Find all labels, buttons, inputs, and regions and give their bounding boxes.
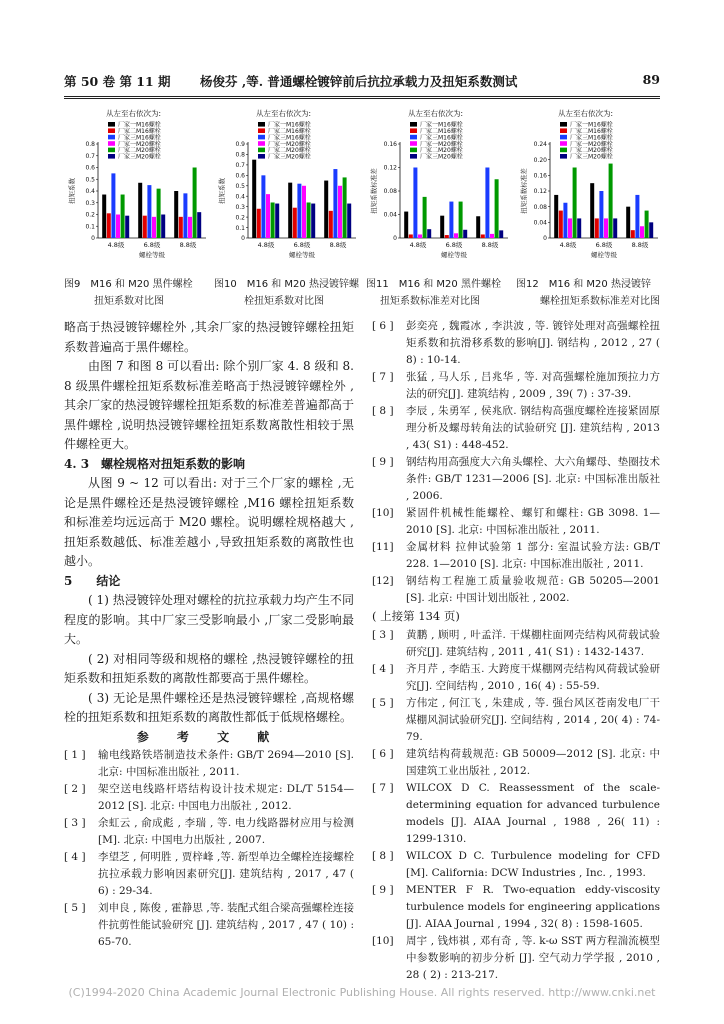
references-heading: 参 考 文 献: [136, 729, 282, 744]
legend-swatch: [410, 122, 417, 127]
bar: [121, 195, 125, 238]
reference-text: 金属材料 拉伸试验第 1 部分: 室温试验方法: GB/T 228. 1—2010 [S]. 北京: 中国标准出版社 , 2011.: [406, 541, 660, 570]
bar: [329, 211, 333, 238]
caption-fig10-line2: 栓扭矩系数对比图: [244, 296, 324, 307]
reference-item: [372, 627, 660, 661]
bar: [613, 218, 617, 238]
y-tick-label: 0.08: [383, 188, 397, 196]
y-tick-label: 0.20: [533, 156, 547, 164]
bar: [649, 222, 653, 238]
legend-swatch: [560, 122, 567, 127]
header-rule: [64, 96, 660, 97]
bar: [257, 209, 261, 238]
reference-list: [372, 318, 660, 607]
bar: [463, 230, 467, 238]
bar: [485, 168, 489, 239]
legend-label: 厂家三M16螺栓: [420, 134, 463, 142]
legend-swatch: [410, 141, 417, 146]
legend-label: 厂家二M16螺栓: [268, 128, 311, 135]
legend-label: 厂家二M20螺栓: [570, 147, 613, 155]
reference-number: [ 8 ]: [372, 849, 394, 862]
y-tick-label: 0.1: [235, 224, 245, 232]
legend-label: 厂家一M16螺栓: [420, 121, 463, 129]
y-tick-label: 0.04: [533, 219, 547, 227]
reference-text: 彭奕亮 , 魏霞冰 , 李洪波 , 等. 镀锌处理对高强螺栓扭矩系数和抗滑移系数的影响[J]. 钢结构 , 2012 , 27 ( 8) : 10-14.: [406, 320, 660, 366]
caption-fig10: [214, 276, 366, 310]
caption-fig12: [516, 276, 666, 310]
x-tick-label: 8.8级: [631, 241, 649, 249]
reference-item: [372, 505, 660, 539]
chart-11: [369, 108, 508, 259]
y-tick-label: 0.8: [235, 151, 245, 159]
bar: [307, 202, 311, 238]
paragraph: 略高于热浸镀锌螺栓外 ,其余厂家的热浸镀锌螺栓扭矩系数普遍高于黑件螺栓。: [64, 320, 354, 354]
bar: [427, 229, 431, 238]
bar: [423, 197, 427, 238]
bar: [595, 218, 599, 238]
bar: [604, 218, 608, 238]
y-tick-label: 0.08: [533, 203, 547, 211]
bar: [188, 217, 192, 238]
x-axis-label: 螺栓等级: [441, 251, 467, 259]
legend-label: 厂家三M16螺栓: [268, 134, 311, 142]
legend-swatch: [258, 128, 265, 133]
x-tick-label: 8.8级: [481, 241, 499, 249]
reference-item: [64, 815, 354, 849]
bar-charts: [64, 100, 664, 270]
reference-text: 架空送电线路杆塔结构设计技术规定: DL/T 5154—2012 [S]. 北京: 中国电力出版社 , 2012.: [98, 783, 354, 812]
legend-swatch: [410, 148, 417, 153]
bar: [481, 234, 485, 238]
bar: [495, 179, 499, 238]
bar: [490, 234, 494, 238]
y-tick-label: 0.9: [235, 141, 245, 149]
y-tick-label: 0.4: [85, 188, 95, 196]
right-column: [372, 318, 660, 984]
reference-item: [372, 780, 660, 848]
reference-item: [372, 933, 660, 984]
chart-9: [67, 108, 206, 259]
bar: [183, 193, 187, 238]
y-tick-label: 0.3: [235, 203, 245, 211]
y-axis-label: 扭矩系数: [218, 178, 226, 204]
reference-number: [12]: [372, 575, 394, 587]
x-tick-label: 8.8级: [329, 241, 347, 249]
bar: [645, 211, 649, 238]
x-tick-label: 6.8级: [445, 241, 463, 249]
reference-number: [ 7 ]: [372, 371, 394, 383]
y-tick-label: 0.6: [85, 164, 95, 172]
reference-number: [ 5 ]: [64, 902, 86, 914]
bar: [554, 195, 558, 238]
legend-swatch: [410, 128, 417, 133]
chart-12: [519, 108, 658, 259]
reference-text: 钢结构工程施工质量验收规范: GB 50205—2001 [S]. 北京: 中国计划出版社 , 2002.: [406, 575, 660, 604]
y-tick-label: 0.12: [533, 188, 547, 196]
reference-item: [372, 539, 660, 573]
y-tick-label: 0.2: [85, 211, 95, 219]
caption-fig10-line1: 图10 M16 和 M20 热浸镀锌螺: [214, 279, 359, 290]
legend-swatch: [258, 148, 265, 153]
reference-number: [ 3 ]: [372, 628, 394, 641]
y-tick-label: 0: [543, 235, 547, 243]
legend-swatch: [560, 135, 567, 140]
reference-text: 紧固件机械性能螺栓、螺钉和螺柱: GB 3098. 1—2010 [S]. 北京: 中国标准出版社 , 2011.: [406, 507, 660, 536]
reference-text: 钢结构用高强度大六角头螺栓、大六角螺母、垫圈技术条件: GB/T 1231—2006 [S]. 北京: 中国标准出版社 , 2006.: [406, 456, 660, 502]
caption-fig9: [64, 276, 214, 310]
legend-label: 厂家二M16螺栓: [570, 128, 613, 135]
copyright-footer: (C)1994-2020 China Academic Journal Electronic Publishing House. All rights reserved. http://www.cnki.net: [68, 986, 656, 999]
x-tick-label: 8.8级: [179, 241, 197, 249]
bar: [404, 212, 408, 238]
reference-text: 刘申良 , 陈俊 , 霍静思 ,等. 装配式组合梁高强螺栓连接件抗剪性能试验研究 [J]. 建筑结构 , 2017 , 47 ( 10) : 65-70.: [98, 902, 354, 948]
legend-title: 从左至右依次为:: [256, 109, 312, 118]
bar: [116, 215, 120, 239]
legend-swatch: [258, 122, 265, 127]
legend-swatch: [108, 122, 115, 127]
caption-fig11-line2: 扭矩系数标准差对比图: [380, 296, 480, 307]
bar: [631, 230, 635, 238]
caption-fig11-line1: 图11 M16 和 M20 黑件螺栓: [366, 279, 501, 290]
x-tick-label: 4.8级: [409, 241, 427, 249]
legend-label: 厂家一M16螺栓: [118, 121, 161, 129]
bar: [573, 168, 577, 239]
bar: [197, 212, 201, 238]
legend-label: 厂家二M20螺栓: [118, 147, 161, 155]
bar: [449, 202, 453, 238]
reference-item: [64, 781, 354, 815]
reference-item: [64, 747, 354, 781]
legend-swatch: [108, 148, 115, 153]
reference-number: [ 4 ]: [372, 662, 394, 675]
y-tick-label: 0.4: [235, 193, 245, 201]
bar: [343, 177, 347, 238]
reference-text: 输电线路铁塔制造技术条件: GB/T 2694—2010 [S]. 北京: 中国标准出版社 , 2011.: [98, 749, 354, 778]
reference-number: [ 2 ]: [64, 783, 86, 795]
reference-list: [64, 747, 354, 951]
legend-label: 厂家三M16螺栓: [118, 134, 161, 142]
bar: [179, 217, 183, 238]
y-axis-label: 扭矩系数: [68, 178, 76, 204]
reference-number: [10]: [372, 934, 394, 947]
volume-issue: 第 50 卷 第 11 期: [64, 74, 171, 89]
bar: [288, 183, 292, 238]
legend-swatch: [560, 154, 567, 159]
bar: [440, 216, 444, 238]
reference-item: [372, 573, 660, 607]
bar: [297, 184, 301, 238]
legend-swatch: [108, 128, 115, 133]
bar: [157, 189, 161, 238]
bar: [590, 183, 594, 238]
legend-title: 从左至右依次为:: [558, 109, 614, 118]
y-tick-label: 0.24: [533, 141, 547, 149]
bar: [577, 218, 581, 238]
section-heading: 4. 3 螺栓规格对扭矩系数的影响: [64, 456, 246, 471]
bar: [454, 233, 458, 238]
bar: [302, 186, 306, 238]
y-tick-label: 0.5: [85, 176, 95, 184]
reference-text: WILCOX D C. Reassessment of the scale-determining equation for advanced turbulence models [J]. AIAA Journal , 1988 , 26( 11) : 1299-1310.: [406, 781, 660, 845]
bar: [333, 169, 337, 238]
paragraph: 从图 9 ~ 12 可以看出: 对于三个厂家的螺栓 ,无论是黑件螺栓还是热浸镀锌螺栓 ,M16 螺栓扭矩系数和标准差均远远高于 M20 螺栓。说明螺栓规格越大 ,扭矩系数越低、标准差越小 ,导致扭矩系数的离散性也越小。: [64, 476, 354, 568]
bar: [271, 202, 275, 238]
legend-swatch: [108, 141, 115, 146]
y-tick-label: 0.16: [383, 141, 397, 149]
y-tick-label: 0.16: [533, 172, 547, 180]
legend-swatch: [258, 141, 265, 146]
x-tick-label: 4.8级: [559, 241, 577, 249]
bar: [266, 194, 270, 238]
legend-label: 厂家二M20螺栓: [420, 147, 463, 155]
reference-number: [ 9 ]: [372, 883, 394, 896]
y-tick-label: 0.7: [85, 152, 95, 160]
x-tick-label: 6.8级: [595, 241, 613, 249]
bar: [347, 204, 351, 238]
bar: [138, 183, 142, 238]
legend-label: 厂家三M20螺栓: [420, 153, 463, 161]
bar: [409, 234, 413, 238]
legend-label: 厂家一M16螺栓: [570, 121, 613, 129]
section-heading: 5 结论: [64, 573, 121, 588]
legend-label: 厂家三M20螺栓: [268, 153, 311, 161]
x-axis-label: 螺栓等级: [139, 251, 165, 259]
running-header: [64, 70, 660, 92]
reference-text: 李辰 , 朱勇军 , 侯兆欣. 钢结构高强度螺栓连接紧固原理分析及螺母转角法的试验研究 [J]. 建筑结构 , 2013 , 43( S1) : 448-452.: [406, 405, 660, 451]
reference-item: [372, 848, 660, 882]
bar: [459, 202, 463, 238]
figure-row: [64, 100, 664, 270]
legend-label: 厂家三M16螺栓: [570, 134, 613, 142]
x-axis-label: 螺栓等级: [289, 251, 315, 259]
legend-swatch: [560, 141, 567, 146]
y-tick-label: 0: [393, 235, 397, 243]
reference-list: [372, 627, 660, 984]
bar: [261, 175, 265, 238]
caption-fig12-line2: 螺栓扭矩系数标准差对比图: [540, 296, 660, 307]
x-tick-label: 4.8级: [107, 241, 125, 249]
bar: [559, 211, 563, 238]
bar: [275, 204, 279, 238]
bar: [147, 185, 151, 238]
continued-from-note: ( 上接第 134 页): [372, 609, 460, 623]
legend-title: 从左至右依次为:: [408, 109, 464, 118]
y-tick-label: 0.6: [235, 172, 245, 180]
reference-number: [10]: [372, 507, 394, 519]
y-tick-label: 0.12: [383, 164, 397, 172]
legend-swatch: [560, 148, 567, 153]
bar: [125, 216, 129, 238]
y-tick-label: 0.8: [85, 141, 95, 149]
reference-text: 方伟定 , 何江飞 , 朱建成 , 等. 强台风区苍南发电厂干煤棚风洞试验研究[J]. 空间结构 , 2014 , 20( 4) : 74-79.: [406, 696, 660, 743]
y-tick-label: 0: [91, 235, 95, 243]
legend-swatch: [410, 135, 417, 140]
bar: [445, 235, 449, 238]
legend-label: 厂家一M20螺栓: [570, 140, 613, 148]
reference-item: [64, 849, 354, 900]
bar: [609, 164, 613, 238]
y-axis-label: 扭矩系数标准差: [370, 168, 378, 214]
legend-label: 厂家一M16螺栓: [268, 121, 311, 129]
reference-number: [ 7 ]: [372, 781, 394, 794]
x-axis-label: 螺栓等级: [591, 251, 617, 259]
bar: [174, 191, 178, 238]
y-tick-label: 0.3: [85, 199, 95, 207]
y-tick-label: 0.1: [85, 223, 95, 231]
header-rule-thin: [64, 98, 660, 99]
bar: [476, 216, 480, 238]
bar: [252, 160, 256, 238]
conclusion-item: ( 1) 热浸镀锌处理对螺栓的抗拉承载力均产生不同程度的影响。其中厂家三受影响最小 ,厂家二受影响最大。: [64, 593, 354, 646]
reference-number: [ 5 ]: [372, 696, 394, 709]
conclusion-item: ( 2) 对相同等级和规格的螺栓 ,热浸镀锌螺栓的扭矩系数和扭矩系数的离散性都要高于黑件螺栓。: [64, 651, 354, 685]
reference-text: 余虹云 , 俞成彪 , 李瑞 , 等. 电力线路器材应用与检测[M]. 北京: 中国电力出版社 , 2007.: [98, 817, 354, 846]
bar: [563, 203, 567, 238]
legend-swatch: [258, 135, 265, 140]
reference-item: [372, 403, 660, 454]
legend-label: 厂家二M16螺栓: [118, 128, 161, 135]
legend-label: 厂家二M16螺栓: [420, 128, 463, 135]
reference-text: 建筑结构荷载规范: GB 50009—2012 [S]. 北京: 中国建筑工业出版社 , 2012.: [406, 747, 660, 777]
legend-swatch: [108, 135, 115, 140]
reference-text: 黄鹏 , 顾明 , 叶孟洋. 干煤棚柱面网壳结构风荷载试验研究[J]. 建筑结构 , 2011 , 41( S1) : 1432-1437.: [406, 628, 660, 658]
reference-text: 齐月芹 , 李皓玉. 大跨度干煤棚网壳结构风荷载试验研究[J]. 空间结构 , 2010 , 16( 4) : 55-59.: [406, 662, 660, 692]
bar: [143, 216, 147, 238]
reference-number: [ 3 ]: [64, 817, 86, 829]
caption-fig12-line1: 图12 M16 和 M20 热浸镀锌: [516, 279, 651, 290]
bar: [640, 226, 644, 238]
reference-number: [ 1 ]: [64, 749, 86, 761]
x-tick-label: 6.8级: [293, 241, 311, 249]
bar: [338, 186, 342, 238]
reference-number: [ 6 ]: [372, 747, 394, 760]
reference-number: [ 9 ]: [372, 456, 394, 468]
running-title: 杨俊芬 ,等. 普通螺栓镀锌前后抗拉承载力及扭矩系数测试: [200, 74, 518, 89]
reference-number: [ 6 ]: [372, 320, 394, 332]
caption-fig11: [366, 276, 516, 310]
bar: [161, 215, 165, 239]
reference-item: [64, 900, 354, 951]
bar: [499, 230, 503, 238]
x-tick-label: 6.8级: [143, 241, 161, 249]
reference-item: [372, 661, 660, 695]
reference-number: [ 4 ]: [64, 851, 86, 863]
reference-item: [372, 746, 660, 780]
legend-title: 从左至右依次为:: [106, 109, 162, 118]
y-tick-label: 0.7: [235, 162, 245, 170]
legend-label: 厂家三M20螺栓: [570, 153, 613, 161]
legend-label: 厂家一M20螺栓: [268, 140, 311, 148]
bar: [635, 195, 639, 238]
y-tick-label: 0.2: [235, 214, 245, 222]
reference-item: [372, 369, 660, 403]
legend-label: 厂家一M20螺栓: [420, 140, 463, 148]
conclusion-item: ( 3) 无论是黑件螺栓还是热浸镀锌螺栓 ,高规格螺栓的扭矩系数和扭矩系数的离散性都低于低规格螺栓。: [64, 690, 354, 724]
bar: [324, 181, 328, 238]
left-column: [64, 318, 354, 951]
y-axis-label: 扭矩系数标准差: [520, 168, 528, 214]
bar: [413, 168, 417, 239]
bar: [111, 173, 115, 238]
reference-item: [372, 454, 660, 505]
bar: [418, 234, 422, 238]
reference-text: 周宇 , 钱炜祺 , 邓有奇 , 等. k-ω SST 两方程湍流模型中参数影响的初步分析 [J]. 空气动力学学报 , 2010 , 28 ( 2) : 213-217.: [406, 934, 660, 981]
bar: [193, 168, 197, 239]
y-tick-label: 0.04: [383, 211, 397, 219]
bar: [599, 191, 603, 238]
legend-label: 厂家一M20螺栓: [118, 140, 161, 148]
bar: [568, 218, 572, 238]
legend-swatch: [560, 128, 567, 133]
chart-10: [217, 108, 356, 259]
reference-text: 张猛 , 马人乐 , 吕兆华 , 等. 对高强螺栓施加预拉力方法的研究[J]. 建筑结构 , 2009 , 39( 7) : 37-39.: [406, 371, 660, 400]
bar: [152, 217, 156, 238]
reference-text: WILCOX D C. Turbulence modeling for CFD [M]. California: DCW Industries , Inc. , 1993.: [406, 849, 660, 879]
reference-item: [372, 318, 660, 369]
reference-text: 李望芝 , 何明胜 , 贾梓峰 ,等. 新型单边全螺栓连接螺栓抗拉承载力影响因素研究[J]. 建筑结构 , 2017 , 47 ( 6) : 29-34.: [98, 851, 354, 897]
caption-fig9-line1: 图9 M16 和 M20 黑件螺栓: [64, 279, 193, 290]
legend-swatch: [410, 154, 417, 159]
bar: [107, 213, 111, 238]
bar: [626, 207, 630, 238]
legend-label: 厂家三M20螺栓: [118, 153, 161, 161]
legend-label: 厂家二M20螺栓: [268, 147, 311, 155]
legend-swatch: [258, 154, 265, 159]
bar: [102, 195, 106, 238]
caption-fig9-line2: 扭矩系数对比图: [94, 296, 164, 307]
reference-number: [ 8 ]: [372, 405, 394, 417]
legend-swatch: [108, 154, 115, 159]
reference-number: [11]: [372, 541, 394, 553]
x-tick-label: 4.8级: [257, 241, 275, 249]
reference-item: [372, 882, 660, 933]
reference-text: MENTER F R. Two-equation eddy-viscosity turbulence models for engineering applications [J]. AIAA Journal , 1994 , 32( 8) : 1598-1605.: [406, 883, 660, 930]
bar: [311, 204, 315, 238]
paragraph: 由图 7 和图 8 可以看出: 除个别厂家 4. 8 级和 8. 8 级黑件螺栓扭矩系数标准差略高于热浸镀锌螺栓外 ,其余厂家的热浸镀锌螺栓扭矩系数的标准差普遍都高于黑件螺栓 ,说明热浸镀锌螺栓扭矩系数离散性相较于黑件螺栓更大。: [64, 359, 354, 451]
reference-item: [372, 695, 660, 746]
y-tick-label: 0.5: [235, 182, 245, 190]
y-tick-label: 0: [241, 235, 245, 243]
page-number: 89: [642, 72, 660, 87]
bar: [293, 208, 297, 238]
